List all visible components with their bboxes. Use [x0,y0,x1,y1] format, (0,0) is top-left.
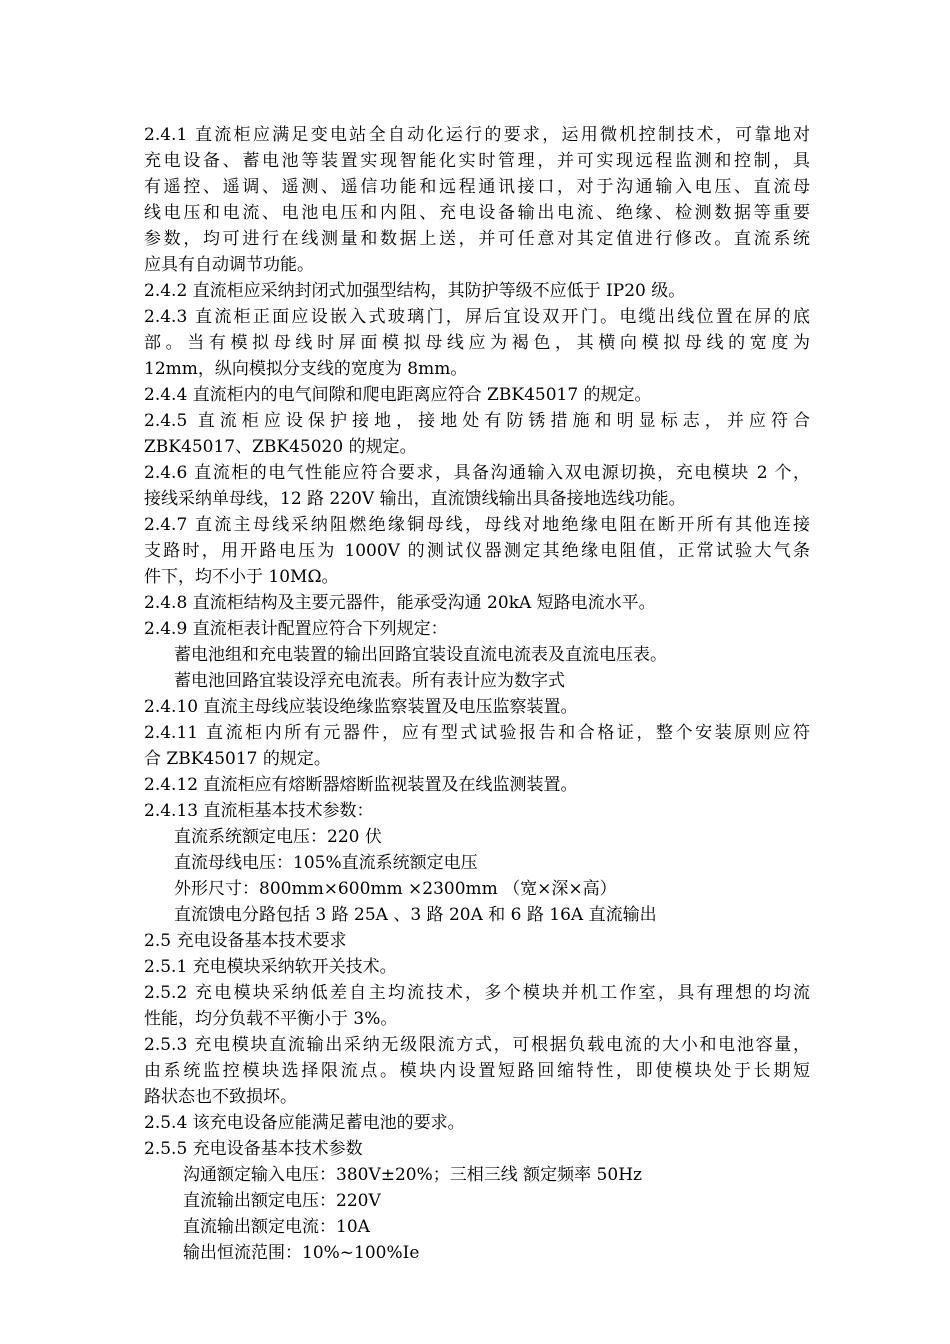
text-line: 2.4.6 直流柜的电气性能应符合要求，具备沟通输入双电源切换，充电模块 2 个， [144,463,810,483]
text-line: 2.5.2 充电模块采纳低差自主均流技术，多个模块并机工作室，具有理想的均流 [144,983,810,1003]
text-line: 直流馈电分路包括 3 路 25A 、3 路 20A 和 6 路 16A 直流输出 [174,905,657,925]
text-line: 合 ZBK45017 的规定。 [144,749,331,769]
text-line: 蓄电池组和充电装置的输出回路宜装设直流电流表及直流电压表。 [174,645,667,665]
text-line: 蓄电池回路宜装设浮充电流表。所有表计应为数字式 [174,671,565,691]
text-line: 2.4.7 直流主母线采纳阻燃绝缘铜母线，母线对地绝缘电阻在断开所有其他连接 [144,515,810,535]
text-line: 2.4.8 直流柜结构及主要元器件，能承受沟通 20kA 短路电流水平。 [144,593,656,613]
text-line: 12mm，纵向模拟分支线的宽度为 8mm。 [144,359,468,379]
text-line: 2.5.3 充电模块直流输出采纳无级限流方式，可根据负载电流的大小和电池容量， [144,1035,810,1055]
text-line: 2.5 充电设备基本技术要求 [144,931,347,951]
text-line: 路状态也不致损坏。 [144,1087,297,1107]
text-line: 参数，均可进行在线测量和数据上送，并可任意对其定值进行修改。直流系统 [144,229,810,249]
text-line: 2.4.11 直流柜内所有元器件，应有型式试验报告和合格证，整个安装原则应符 [144,723,810,743]
text-line: 2.4.12 直流柜应有熔断器熔断监视装置及在线监测装置。 [144,775,578,795]
text-line: 部。当有模拟母线时屏面模拟母线应为褐色，其横向模拟母线的宽度为 [144,333,810,353]
text-line: 2.4.3 直流柜正面应设嵌入式玻璃门，屏后宜设双开门。电缆出线位置在屏的底 [144,307,810,327]
text-line: 输出恒流范围：10%~100%Ie [183,1243,420,1263]
text-line: 件下，均不小于 10MΩ。 [144,567,339,587]
text-line: 2.4.4 直流柜内的电气间隙和爬电距离应符合 ZBK45017 的规定。 [144,385,652,405]
text-line: ZBK45017、ZBK45020 的规定。 [144,437,417,457]
text-line: 2.4.5 直流柜应设保护接地，接地处有防锈措施和明显标志，并应符合 [144,411,810,431]
text-line: 2.5.5 充电设备基本技术参数 [144,1139,363,1159]
text-line: 充电设备、蓄电池等装置实现智能化实时管理，并可实现远程监测和控制，具 [144,151,810,171]
text-line: 2.5.4 该充电设备应能满足蓄电池的要求。 [144,1113,465,1133]
document-body [144,122,810,1266]
text-line: 外形尺寸：800mm×600mm ×2300mm （宽×深×高） [174,879,617,899]
text-line: 直流输出额定电压：220V [183,1191,381,1211]
text-line: 接线采纳单母线，12 路 220V 输出，直流馈线输出具备接地选线功能。 [144,489,686,509]
text-line: 2.4.1 直流柜应满足变电站全自动化运行的要求，运用微机控制技术，可靠地对 [144,125,810,145]
text-line: 直流母线电压：105%直流系统额定电压 [174,853,478,873]
text-line: 2.4.13 直流柜基本技术参数： [144,801,374,821]
text-line: 2.4.10 直流主母线应装设绝缘监察装置及电压监察装置。 [144,697,578,717]
text-line: 2.5.1 充电模块采纳软开关技术。 [144,957,397,977]
text-line: 2.4.2 直流柜应采纳封闭式加强型结构，其防护等级不应低于 IP20 级。 [144,281,686,301]
text-line: 由系统监控模块选择限流点。模块内设置短路回缩特性，即使模块处于长期短 [144,1061,810,1081]
text-line: 性能，均分负载不平衡小于 3%。 [144,1009,398,1029]
text-line: 直流输出额定电流：10A [183,1217,370,1237]
text-line: 2.4.9 直流柜表计配置应符合下列规定： [144,619,448,639]
text-line: 线电压和电流、电池电压和内阻、充电设备输出电流、绝缘、检测数据等重要 [144,203,810,223]
text-line: 应具有自动调节功能。 [144,255,314,275]
text-line: 直流系统额定电压：220 伏 [174,827,382,847]
text-line: 沟通额定输入电压：380V±20%；三相三线 额定频率 50Hz [183,1165,642,1185]
text-line: 有遥控、遥调、遥测、遥信功能和远程通讯接口，对于沟通输入电压、直流母 [144,177,810,197]
text-line: 支路时，用开路电压为 1000V 的测试仪器测定其绝缘电阻值，正常试验大气条 [144,541,810,561]
